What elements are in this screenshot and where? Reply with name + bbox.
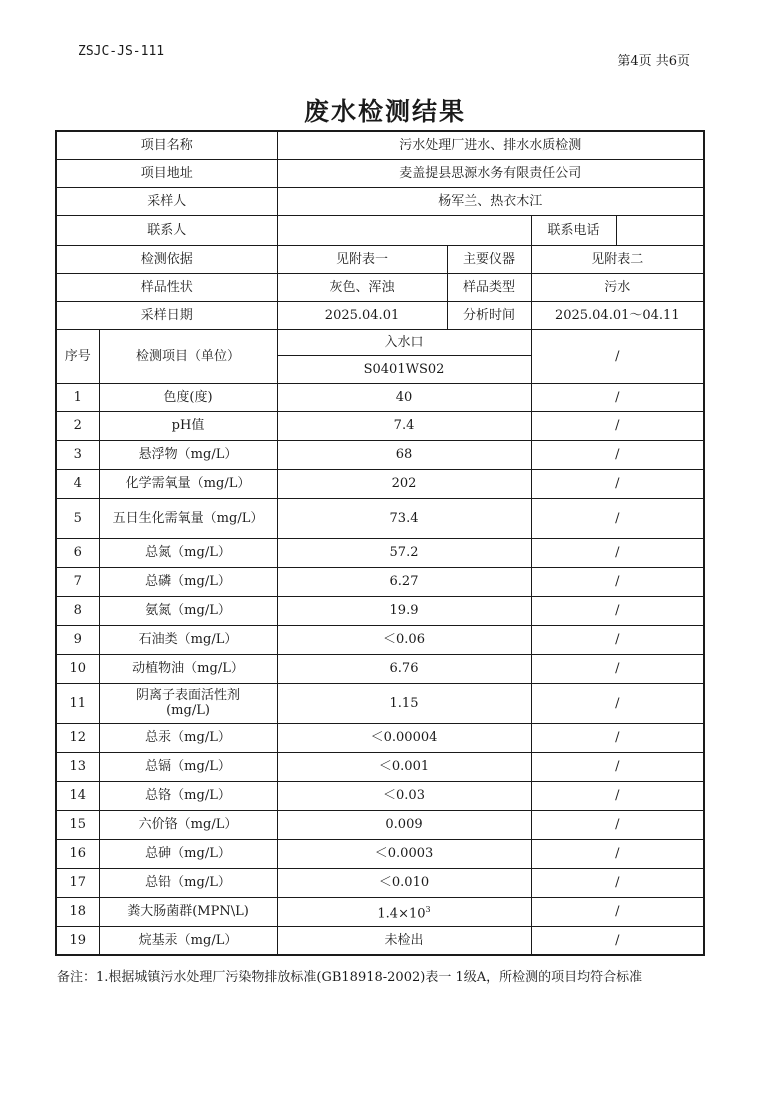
- row-value: [277, 440, 531, 469]
- table-row: [56, 498, 704, 538]
- row-other: /: [531, 839, 704, 868]
- row-number: 13: [56, 752, 99, 781]
- row-number: 4: [56, 469, 99, 498]
- table-row: [56, 868, 704, 897]
- sampling-point-header: 入水口: [277, 329, 531, 355]
- project-address-value: 麦盖提县思源水务有限责任公司: [277, 159, 704, 187]
- row-number: 12: [56, 723, 99, 752]
- row-other: /: [531, 654, 704, 683]
- row-value: [277, 926, 531, 955]
- table-row: [56, 411, 704, 440]
- row-value: [277, 596, 531, 625]
- row-other: /: [531, 868, 704, 897]
- row-number: 14: [56, 781, 99, 810]
- row-number: 1: [56, 383, 99, 411]
- row-number: 18: [56, 897, 99, 926]
- row-value-text: 1.15: [389, 695, 419, 711]
- table-row: [56, 810, 704, 839]
- row-other: /: [531, 752, 704, 781]
- table-row: [56, 567, 704, 596]
- row-value-text: 6.27: [389, 574, 419, 589]
- info-row-sample-date: [56, 301, 704, 329]
- row-item: 动植物油（mg/L）: [99, 654, 277, 683]
- row-other: /: [531, 469, 704, 498]
- row-number: 7: [56, 567, 99, 596]
- sample-type-value: 污水: [531, 273, 704, 301]
- row-value-text: ＜0.010: [378, 875, 430, 890]
- sampler-value: 杨军兰、热衣木江: [277, 187, 704, 215]
- row-value-text: 7.4: [393, 418, 415, 433]
- row-value-text: ＜0.06: [383, 632, 425, 647]
- row-other: /: [531, 440, 704, 469]
- row-item: 总磷（mg/L）: [99, 567, 277, 596]
- row-value: [277, 752, 531, 781]
- row-number: 3: [56, 440, 99, 469]
- row-number: 19: [56, 926, 99, 955]
- contact-value: [277, 215, 531, 245]
- row-other: /: [531, 810, 704, 839]
- row-item: 悬浮物（mg/L）: [99, 440, 277, 469]
- row-number: 10: [56, 654, 99, 683]
- row-value: [277, 538, 531, 567]
- row-item: 石油类（mg/L）: [99, 625, 277, 654]
- document-code: ZSJC-JS-111: [78, 44, 165, 59]
- row-value-text: 40: [395, 389, 413, 405]
- table-row: [56, 781, 704, 810]
- row-value: [277, 868, 531, 897]
- row-value: [277, 810, 531, 839]
- table-row: [56, 625, 704, 654]
- results-table: [55, 130, 705, 956]
- basis-value: 见附表一: [277, 245, 447, 273]
- row-value: [277, 839, 531, 868]
- row-other: /: [531, 926, 704, 955]
- table-row: [56, 683, 704, 723]
- row-other: /: [531, 498, 704, 538]
- row-value: [277, 781, 531, 810]
- info-row-project-address: [56, 159, 704, 187]
- row-item: 氨氮（mg/L）: [99, 596, 277, 625]
- row-item-line-2: (mg/L): [166, 703, 210, 718]
- row-value-exponent: 3: [425, 904, 431, 914]
- row-other: /: [531, 781, 704, 810]
- table-row: [56, 839, 704, 868]
- table-row: [56, 897, 704, 926]
- page-number: 第4页 共6页: [617, 54, 690, 69]
- info-row-contact: [56, 215, 704, 245]
- row-item: 化学需氧量（mg/L）: [99, 469, 277, 498]
- character-label: 样品性状: [56, 273, 277, 301]
- row-item: 总镉（mg/L）: [99, 752, 277, 781]
- character-value: 灰色、浑浊: [277, 273, 447, 301]
- row-value: [277, 897, 531, 926]
- row-value: [277, 498, 531, 538]
- row-number: 15: [56, 810, 99, 839]
- row-item: 总铅（mg/L）: [99, 868, 277, 897]
- row-other: /: [531, 383, 704, 411]
- row-item: [99, 683, 277, 723]
- contact-label: 联系人: [56, 215, 277, 245]
- row-value: [277, 469, 531, 498]
- row-item: 总汞（mg/L）: [99, 723, 277, 752]
- row-item: pH值: [99, 411, 277, 440]
- row-number: 6: [56, 538, 99, 567]
- table-row: [56, 596, 704, 625]
- instrument-value: 见附表二: [531, 245, 704, 273]
- row-value: [277, 683, 531, 723]
- item-header: 检测项目（单位）: [99, 329, 277, 383]
- table-row: [56, 469, 704, 498]
- row-number: 9: [56, 625, 99, 654]
- contact-phone-label: 联系电话: [547, 222, 600, 238]
- other-header: /: [531, 329, 704, 383]
- contact-phone-cell: [531, 215, 704, 245]
- analysis-time-label: 分析时间: [447, 301, 531, 329]
- row-number: 17: [56, 868, 99, 897]
- row-number: 8: [56, 596, 99, 625]
- remark: 备注：1.根据城镇污水处理厂污染物排放标准(GB18918-2002)表一 1级A，所检测的项目均符合标准: [57, 970, 643, 985]
- row-item: 烷基汞（mg/L）: [99, 926, 277, 955]
- row-item: 总氮（mg/L）: [99, 538, 277, 567]
- no-header: 序号: [56, 329, 99, 383]
- row-value: [277, 411, 531, 440]
- row-item-line-1: 阴离子表面活性剂: [136, 688, 241, 703]
- row-other: /: [531, 897, 704, 926]
- analysis-time-value: 2025.04.01～04.11: [531, 301, 704, 329]
- sample-type-label: 样品类型: [447, 273, 531, 301]
- row-value: [277, 383, 531, 411]
- info-row-project-name: [56, 131, 704, 159]
- row-other: /: [531, 723, 704, 752]
- row-value-text: 未检出: [384, 932, 424, 948]
- project-address-label: 项目地址: [56, 159, 277, 187]
- sample-id-header: S0401WS02: [277, 355, 531, 383]
- row-number: 16: [56, 839, 99, 868]
- row-value-text: 6.76: [389, 661, 419, 676]
- row-value-text: 19.9: [389, 603, 419, 618]
- info-row-basis: [56, 245, 704, 273]
- sample-date-label: 采样日期: [56, 301, 277, 329]
- info-row-character: [56, 273, 704, 301]
- row-other: /: [531, 411, 704, 440]
- row-other: /: [531, 567, 704, 596]
- row-value: [277, 567, 531, 596]
- row-value-text: 202: [391, 476, 417, 491]
- instrument-label: 主要仪器: [447, 245, 531, 273]
- row-value: [277, 723, 531, 752]
- table-row: [56, 383, 704, 411]
- project-name-value: 污水处理厂进水、排水水质检测: [277, 131, 704, 159]
- row-item: 色度(度): [99, 383, 277, 411]
- info-row-sampler: [56, 187, 704, 215]
- row-item: 六价铬（mg/L）: [99, 810, 277, 839]
- row-value-text: 73.4: [389, 510, 419, 526]
- table-row: [56, 538, 704, 567]
- row-value-text: ＜0.03: [383, 788, 425, 803]
- basis-label: 检测依据: [56, 245, 277, 273]
- table-row: [56, 440, 704, 469]
- row-item: 总铬（mg/L）: [99, 781, 277, 810]
- row-other: /: [531, 596, 704, 625]
- row-item: 总砷（mg/L）: [99, 839, 277, 868]
- row-value-text: 57.2: [389, 545, 419, 560]
- row-number: 2: [56, 411, 99, 440]
- row-other: /: [531, 625, 704, 654]
- row-number: 11: [56, 683, 99, 723]
- row-other: /: [531, 683, 704, 723]
- result-rows: [56, 383, 704, 955]
- table-row: [56, 723, 704, 752]
- row-value-text: 0.009: [385, 817, 423, 832]
- page-title: 废水检测结果: [303, 97, 466, 126]
- row-item: 粪大肠菌群(MPN\L): [99, 897, 277, 926]
- row-number: 5: [56, 498, 99, 538]
- contact-phone-value: [616, 216, 704, 245]
- sampler-label: 采样人: [56, 187, 277, 215]
- sample-date-value: 2025.04.01: [277, 301, 447, 329]
- row-value-text: 1.4×10: [377, 906, 426, 922]
- row-value-text: ＜0.0003: [374, 846, 434, 861]
- row-value-text: ＜0.001: [378, 759, 430, 774]
- table-row: [56, 926, 704, 955]
- table-row: [56, 752, 704, 781]
- row-item: 五日生化需氧量（mg/L）: [99, 498, 277, 538]
- row-value: [277, 625, 531, 654]
- table-row: [56, 654, 704, 683]
- row-other: /: [531, 538, 704, 567]
- row-value-text: ＜0.00004: [370, 730, 438, 745]
- row-value: [277, 654, 531, 683]
- row-value-text: 68: [395, 447, 413, 462]
- results-header-row-1: [56, 329, 704, 355]
- project-name-label: 项目名称: [56, 131, 277, 159]
